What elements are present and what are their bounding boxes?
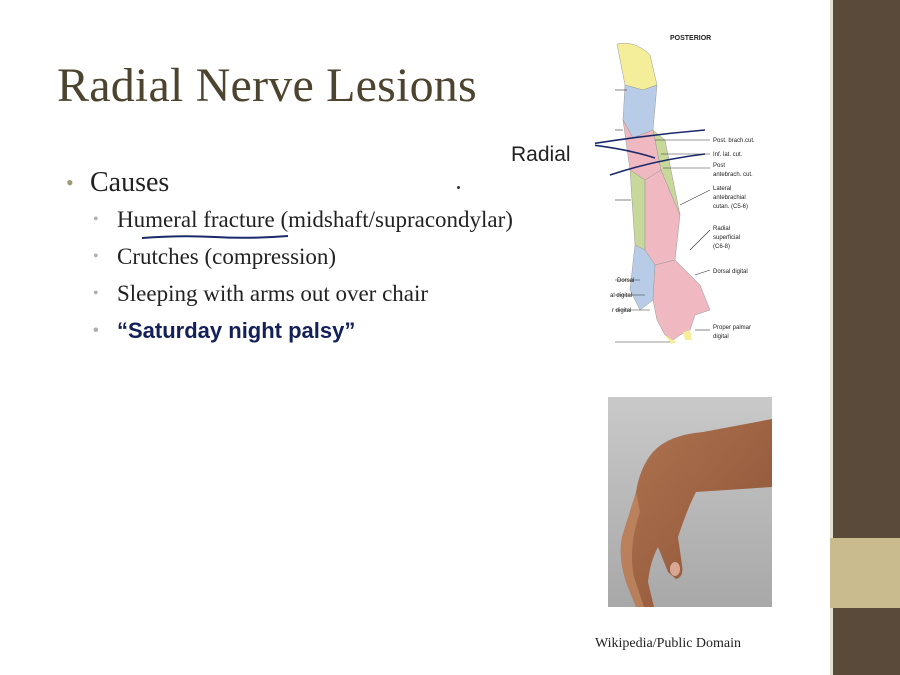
bullet-text: “Saturday night palsy”	[117, 317, 356, 343]
bullet-text: Sleeping with arms out over chair	[117, 280, 429, 306]
slide-title: Radial Nerve Lesions	[57, 59, 477, 112]
bullet-causes: Causes	[90, 167, 170, 198]
diagram-label: cutan. (C5-6)	[713, 204, 749, 210]
bullet-item	[93, 275, 606, 312]
bullet-dot-icon: •	[93, 210, 99, 228]
image-credit: Wikipedia/Public Domain	[595, 636, 742, 651]
diagram-label: Proper palmar	[713, 325, 752, 331]
sidebar-accent-block	[830, 538, 900, 608]
bullet-dot-icon: •	[66, 170, 74, 195]
bullet-item-emphasis	[93, 312, 606, 349]
diagram-label: (C6-8)	[713, 244, 731, 250]
diagram-label: Dorsal	[617, 278, 635, 284]
diagram-label: Post	[713, 163, 726, 169]
diagram-label: Inf. lat. cut.	[713, 152, 743, 158]
diagram-label: antebrach. cut.	[713, 172, 753, 178]
diagram-header: POSTERIOR	[670, 35, 712, 42]
arm-nerve-diagram	[595, 30, 770, 350]
bullet-list	[66, 165, 606, 349]
diagram-label: Dorsal digital	[713, 269, 748, 275]
bullet-text: Humeral fracture (midshaft/supracondylar)	[117, 206, 513, 232]
diagram-label: al digital	[610, 293, 633, 299]
decorative-sidebar	[830, 0, 900, 675]
bullet-item	[93, 238, 606, 275]
bullet-dot-icon: •	[93, 284, 99, 302]
diagram-label: antebrachial	[713, 195, 746, 201]
bullet-dot-icon: •	[93, 247, 99, 265]
radial-annotation-label: Radial	[511, 143, 571, 166]
bullet-dot-icon: •	[93, 321, 99, 339]
stray-dot	[457, 186, 460, 189]
diagram-label: Lateral	[713, 186, 732, 192]
diagram-label: r digital	[612, 308, 632, 314]
pen-underline-annotation	[140, 232, 290, 242]
diagram-label: Post. brach.cut.	[713, 138, 755, 144]
bullet-level1	[66, 165, 606, 201]
diagram-label: superficial	[713, 235, 741, 241]
diagram-label: Radial	[713, 226, 731, 232]
wrist-drop-photo	[608, 397, 772, 607]
bullet-text: Crutches (compression)	[117, 243, 337, 269]
diagram-label: digital	[713, 334, 729, 340]
